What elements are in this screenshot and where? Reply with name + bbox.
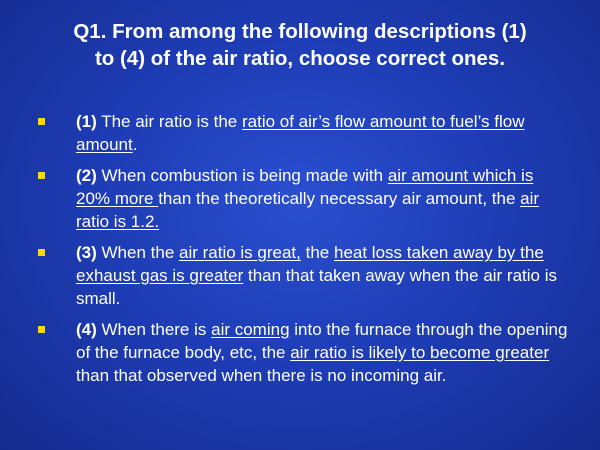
square-bullet-icon xyxy=(38,118,45,125)
item-text: into the furnace through the opening of the furnace body, etc, the xyxy=(76,320,568,362)
item-number: (1) xyxy=(76,112,97,131)
square-bullet-icon xyxy=(38,249,45,256)
underlined-phrase: air ratio is likely to become greater xyxy=(290,343,550,362)
item-number: (4) xyxy=(76,320,97,339)
item-text: When combustion is being made with xyxy=(96,166,388,185)
underlined-phrase: air ratio is 1.2. xyxy=(76,189,540,231)
item-text: than that observed when there is no incoming air. xyxy=(76,366,447,385)
bullet-item-2 xyxy=(0,164,600,233)
underlined-phrase: heat loss taken away by the exhaust gas is greater xyxy=(76,243,544,285)
title-line-1: Q1. From among the following descriptions (1) xyxy=(73,20,527,43)
item-number: (2) xyxy=(76,166,97,185)
item-number: (3) xyxy=(76,243,97,262)
bullet-item-4 xyxy=(0,318,600,387)
item-text: The air ratio is the xyxy=(96,112,242,131)
item-text: than that taken away when the air ratio is small. xyxy=(76,266,558,308)
item-text: than the theoretically necessary air amount, the xyxy=(158,189,521,208)
square-bullet-icon xyxy=(38,326,45,333)
item-text: When the xyxy=(96,243,179,262)
item-text: the xyxy=(300,243,334,262)
underlined-phrase: air coming xyxy=(211,320,290,339)
title-line-2: to (4) of the air ratio, choose correct ones. xyxy=(94,47,506,70)
slide-title xyxy=(20,18,580,72)
square-bullet-icon xyxy=(38,172,45,179)
bullet-list xyxy=(0,110,600,395)
item-text: When there is xyxy=(96,320,212,339)
underlined-phrase: air ratio is great, xyxy=(179,243,301,262)
underlined-phrase: ratio of air’s flow amount to fuel’s flow amount xyxy=(76,112,525,154)
bullet-item-3 xyxy=(0,241,600,310)
item-text: . xyxy=(132,135,138,154)
underlined-phrase: air amount which is 20% more xyxy=(76,166,534,208)
bullet-item-1 xyxy=(0,110,600,156)
